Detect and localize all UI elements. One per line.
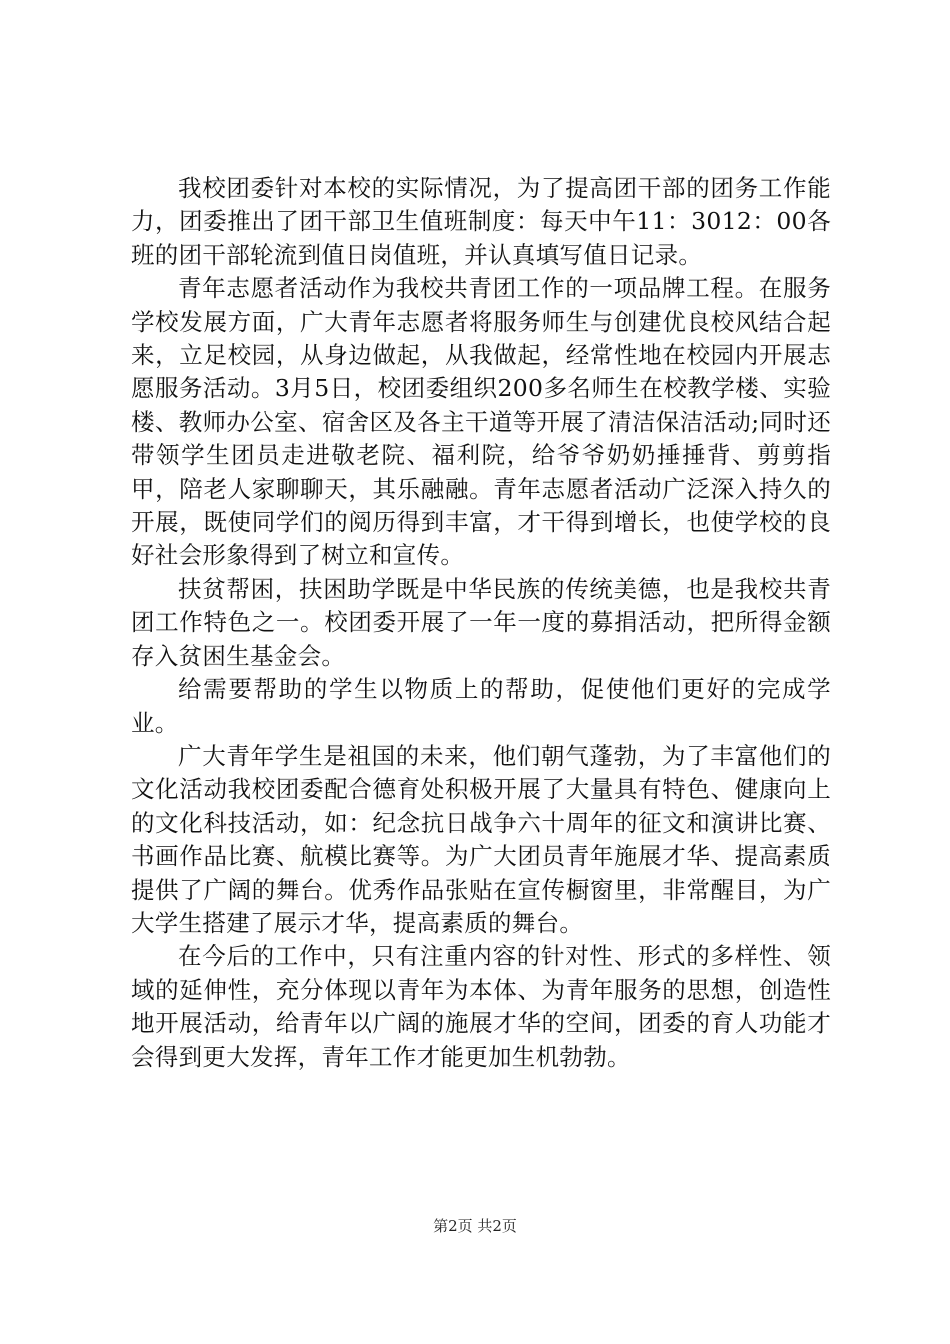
paragraph-material-help: 给需要帮助的学生以物质上的帮助，促使他们更好的完成学业。 bbox=[131, 675, 831, 737]
paragraph-poverty-aid: 扶贫帮困，扶困助学既是中华民族的传统美德，也是我校共青团工作特色之一。校团委开展了一年一度的募捐活动，把所得金额存入贫困生基金会。 bbox=[131, 574, 831, 670]
paragraph-future-work: 在今后的工作中，只有注重内容的针对性、形式的多样性、领域的延伸性，充分体现以青年为本体、为青年服务的思想，创造性地开展活动，给青年以广阔的施展才华的空间，团委的育人功能才会得到更大发挥，青年工作才能更加生机勃勃。 bbox=[131, 942, 831, 1071]
page-number-footer: 第2页 共2页 bbox=[433, 1217, 517, 1235]
paragraph-volunteer-activities: 青年志愿者活动作为我校共青团工作的一项品牌工程。在服务学校发展方面，广大青年志愿者将服务师生与创建优良校风结合起来，立足校园，从身边做起，从我做起，经常性地在校园内开展志愿服务活动。3月5日，校团委组织200多名师生在校教学楼、实验楼、教师办公室、宿舍区及各主干道等开展了清洁保洁活动;同时还带领学生团员走进敬老院、福利院，给爷爷奶奶捶捶背、剪剪指甲，陪老人家聊聊天，其乐融融。青年志愿者活动广泛深入持久的开展，既使同学们的阅历得到丰富，才干得到增长，也使学校的良好社会形象得到了树立和宣传。 bbox=[131, 274, 831, 570]
paragraph-duty-system: 我校团委针对本校的实际情况，为了提高团干部的团务工作能力，团委推出了团干部卫生值班制度：每天中午11：3012：00各班的团干部轮流到值日岗值班，并认真填写值日记录。 bbox=[131, 174, 831, 269]
document-body bbox=[131, 172, 831, 1074]
paragraph-cultural-activities: 广大青年学生是祖国的未来，他们朝气蓬勃，为了丰富他们的文化活动我校团委配合德育处积极开展了大量具有特色、健康向上的文化科技活动，如：纪念抗日战争六十周年的征文和演讲比赛、书画作品比赛、航模比赛等。为广大团员青年施展才华、提高素质提供了广阔的舞台。优秀作品张贴在宣传橱窗里，非常醒目，为广大学生搭建了展示才华，提高素质的舞台。 bbox=[131, 741, 831, 937]
